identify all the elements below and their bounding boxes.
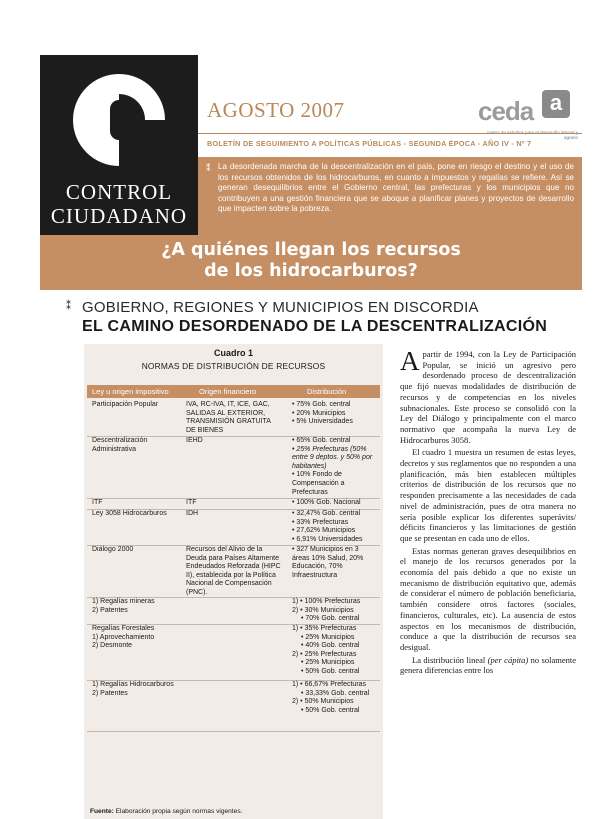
table-cell-distribution: [292, 437, 380, 497]
intro-paragraph: La desordenada marcha de la descentralización en el país, pone en riesgo el destino y el uso de los recursos obtenidos de los hidrocarburos, en cuanto a impuestos y regalías se refiere. Así se generan desequilibrios entre el Gobierno central, las prefecturas y los municipios que no contribuyen a una gestión financiera que se aboque a planificar planes y proyectos de desarrollo que impacten sobre la pobreza.: [218, 162, 574, 214]
table-cell-distribution-line: Prefecturas: [292, 488, 328, 496]
source-label: Fuente:: [90, 808, 114, 815]
ceda-mark-icon: a: [542, 90, 570, 118]
table-cell-origin-line: TRANSMISIÓN GRATUITA: [186, 418, 271, 426]
table-source: [90, 808, 242, 815]
header-divider: [198, 133, 582, 134]
section-kicker: GOBIERNO, REGIONES Y MUNICIPIOS EN DISCORDIA: [82, 299, 479, 316]
table-cell-distribution-line: • 75% Gob. central: [292, 401, 351, 408]
table-cell-distribution-line: Educación, 70%: [292, 563, 343, 571]
table-cell-origin-line: Nacional de Compensación: [186, 580, 272, 588]
table-cell-law-line: Participación Popular: [92, 401, 159, 408]
table-cell-distribution-line: 2) • 50% Municipios: [292, 698, 354, 706]
table-cell-law-line: Administrativa: [92, 445, 136, 453]
table-cell-distribution-line: • 70% Gob. central: [301, 615, 360, 623]
table-cell-distribution: [292, 598, 380, 624]
bulletin-subtitle: BOLETÍN DE SEGUIMIENTO A POLÍTICAS PÚBLICAS - SEGUNDA ÉPOCA - AÑO IV - Nº 7: [207, 139, 532, 148]
table-cell-distribution-line: 2) • 25% Prefecturas: [292, 650, 357, 658]
table-row-divider: [87, 731, 380, 732]
body-paragraph-2: El cuadro 1 muestra un resumen de estas leyes, decretos y sus reglamentos que no responden a una planificación, más bien establecen múltiples criterios de distribución de los recursos que no responden precisamente a las necesidades de cada nivel de administración, pues de otra manera no sería posible explicar los diferentes superávits/ déficits financieros y las limitaciones de gestión que se presentan en cada uno de ellos.: [400, 447, 576, 543]
table-cell-distribution-line: Compensación a: [292, 479, 345, 487]
main-headline: [40, 240, 582, 282]
body-paragraph-3: Estas normas generan graves desequilibrios en el manejo de los recursos generados por la economía del país debido a que no existe un mecanismo de distribución equitativo que, además de considerar el número de población beneficiaria, también considere otros factores (sociales, financieros, culturales, etc). La ausencia de estos aspectos en los mecanismos de distribución, conduce a que la distribución de recursos sea desigual.: [400, 545, 576, 652]
table-cell-distribution: [292, 510, 380, 544]
table-cell-law: [92, 401, 194, 410]
table-cell-origin: [186, 546, 296, 598]
table-cell-distribution-line: • 25% Municipios: [301, 633, 355, 641]
table-number: Cuadro 1: [213, 348, 253, 358]
headline-line-2: de los hidrocarburos?: [204, 261, 418, 281]
ceda-wordmark: ceda: [478, 96, 534, 126]
table-cell-distribution: [292, 499, 380, 508]
table-cell-law-line: Ley 3058 Hidrocarburos: [92, 510, 167, 517]
logo-word-ciudadano: CIUDADANO: [50, 204, 188, 228]
table-cell-law: [92, 510, 194, 519]
table-cell-distribution-line: • 25% Prefecturas (50%: [292, 445, 367, 453]
article-body: [400, 346, 577, 678]
logo-word-control: CONTROL: [65, 180, 173, 204]
section-bullet-icon: ⁑: [66, 301, 71, 312]
table-cell-distribution-line: 1) • 100% Prefecturas: [292, 598, 361, 605]
table-cell-distribution-line: • 5% Universidades: [292, 418, 353, 426]
body-paragraph-4-italic: (per cápita): [487, 654, 529, 665]
logo-emblem-icon: [50, 65, 188, 175]
table-cell-distribution-line: • 32,47% Gob. central: [292, 510, 361, 517]
table-cell-origin-line: Recursos del Alivio de la: [186, 546, 263, 553]
control-ciudadano-logo: [40, 55, 198, 235]
table-cell-origin: [186, 401, 296, 435]
table-cell-law: [92, 499, 194, 508]
table-cell-law: [92, 625, 194, 651]
table-cell-distribution-line: • 65% Gob. central: [292, 437, 351, 444]
drop-cap: A: [400, 346, 420, 376]
table-header-origin: Origen financiero: [199, 387, 257, 396]
table-header-distribution: Distribución: [307, 387, 347, 396]
table-cell-distribution: [292, 546, 380, 580]
table-cell-distribution-line: • 27,62% Municipios: [292, 527, 356, 535]
ceda-logo: [478, 88, 578, 138]
table-cell-origin-line: IEHD: [186, 437, 203, 444]
table-cell-distribution-line: • 33% Prefecturas: [292, 518, 349, 526]
table-cell-distribution-line: 1) • 66,67% Prefecturas: [292, 681, 367, 688]
table-cell-origin-line: SALIDAS AL EXTERIOR,: [186, 409, 266, 417]
table-cell-law-line: 2) Patentes: [92, 689, 128, 697]
table-cell-origin-line: DE BIENES: [186, 426, 224, 434]
table-cell-distribution-line: • 40% Gob. central: [301, 642, 360, 650]
table-cell-law-line: Descentralización: [92, 437, 148, 444]
table-cell-distribution: [292, 681, 380, 715]
table-title: NORMAS DE DISTRIBUCIÓN DE RECURSOS: [141, 361, 326, 371]
source-text: Elaboración propia según normas vigentes.: [115, 808, 243, 815]
body-paragraph-1: partir de 1994, con la Ley de Participación Popular, se inició un agresivo pero desordenado proceso de descentralización que fijó nuevas modalidades de distribución de recursos y de competencias en los niveles subnacionales. Este proceso se consolidó con la Ley del Diálogo y principalmente con el marco normativo que acompaña la nueva Ley de Hidrocarburos 3058.: [400, 349, 576, 445]
table-cell-origin: [186, 437, 296, 446]
table-cell-origin-line: ITF: [186, 499, 197, 506]
table-cell-origin: [186, 510, 296, 519]
table-cell-distribution-line: • 100% Gob. Nacional: [292, 499, 361, 506]
table-cell-distribution-line: • 50% Gob. central: [301, 706, 360, 714]
table-cell-law: [92, 546, 194, 555]
table-cell-distribution-line: habitantes): [292, 462, 327, 470]
ceda-tagline: agrario: [563, 135, 578, 140]
table-cell-distribution: [292, 625, 380, 677]
table-cell-distribution-line: • 33,33% Gob. central: [301, 689, 370, 697]
table-cell-law-line: 1) Regalías Hidrocarburos: [92, 681, 174, 688]
body-paragraph-4-start: La distribución lineal: [412, 654, 488, 665]
bullet-icon: ⁑: [206, 163, 211, 173]
table-cell-origin-line: IVA, RC-IVA, IT, ICE, GAC,: [186, 401, 270, 408]
table-cell-law-line: 2) Desmonte: [92, 642, 133, 650]
table-cell-origin-line: (PNC).: [186, 588, 208, 596]
table-cell-distribution-line: 1) • 35% Prefecturas: [292, 625, 357, 632]
table-cell-distribution-line: 2) • 30% Municipios: [292, 606, 354, 614]
issue-date: AGOSTO 2007: [207, 98, 345, 122]
table-cell-distribution-line: • 6,91% Universidades: [292, 535, 363, 543]
body-paragraph-4: [400, 655, 576, 676]
table-cell-law: [92, 437, 194, 454]
table-cell-distribution-line: • 25% Municipios: [301, 659, 355, 667]
table-cell-law: [92, 681, 194, 698]
table-cell-origin-line: II), establecida por la Política: [186, 571, 276, 579]
table-cell-distribution-line: • 20% Municipios: [292, 409, 346, 417]
table-cell-law-line: 2) Patentes: [92, 606, 128, 614]
table-cell-origin-line: IDH: [186, 510, 199, 517]
table-cell-origin-line: Deuda para Países Altamente: [186, 554, 280, 562]
section-title: EL CAMINO DESORDENADO DE LA DESCENTRALIZACIÓN: [82, 318, 548, 335]
table-header-law: Ley u origen impositivo: [92, 387, 169, 396]
table-cell-origin-line: Endeudados Reforzada (HIPC: [186, 563, 281, 571]
table-cell-law-line: 1) Aprovechamiento: [92, 633, 155, 641]
table-cell-distribution-line: • 327 Municipios en 3: [292, 546, 359, 553]
table-cell-distribution-line: Infraestructura: [292, 571, 338, 579]
table-cell-law-line: Regalías Forestales: [92, 625, 155, 632]
table-cell-law-line: 1) Regalías mineras: [92, 598, 155, 605]
table-cell-law: [92, 598, 194, 615]
headline-line-1: ¿A quiénes llegan los recursos: [161, 240, 461, 260]
table-cell-distribution-line: • 10% Fondo de: [292, 471, 342, 479]
table-cell-distribution: [292, 401, 380, 427]
table-cell-origin: [186, 499, 296, 508]
table-cell-distribution-line: entre 9 deptos. y 50% por: [292, 454, 373, 462]
table-cell-law-line: ITF: [92, 499, 103, 506]
body-paragraph-4-end: no solamente genera diferencias entre los: [400, 654, 577, 676]
table-cell-distribution-line: • 50% Gob. central: [301, 667, 360, 675]
table-cell-distribution-line: áreas 10% Salud, 20%: [292, 554, 364, 562]
table-cell-law-line: Diálogo 2000: [92, 546, 134, 553]
